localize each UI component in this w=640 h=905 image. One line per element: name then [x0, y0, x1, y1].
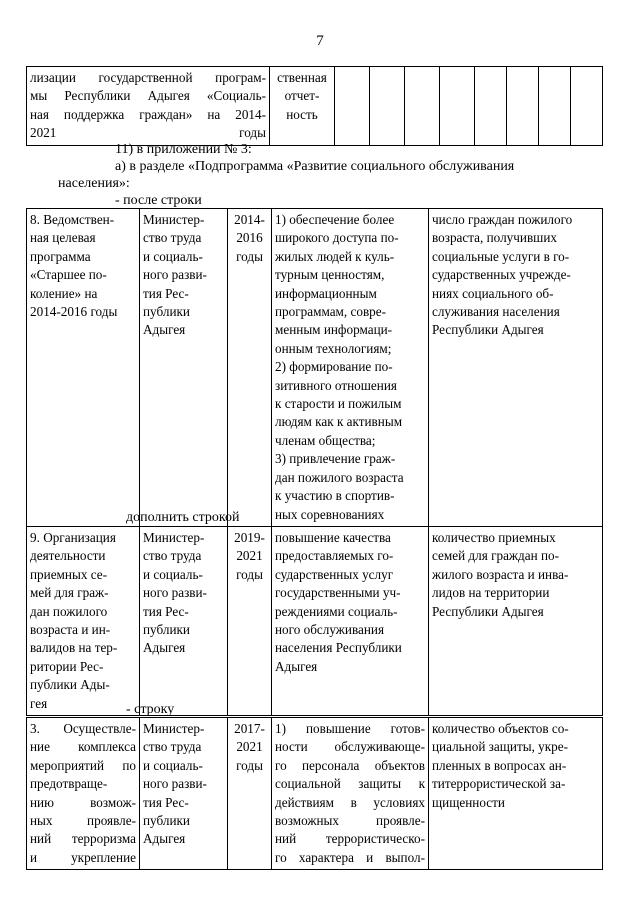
cell-text-line: и социаль-	[143, 566, 203, 582]
cell-text-line: тия Рес-	[143, 794, 189, 810]
cell-text-line: титеррористической за-	[432, 776, 566, 792]
cell-text-line: ство труда	[143, 230, 202, 246]
top-table-empty-cell	[539, 67, 571, 146]
cell-text-line: годы	[236, 566, 263, 582]
cell-text-line: возраста и ин-	[30, 622, 111, 638]
cell-text-line: 2017-	[234, 721, 265, 736]
cell-text-line: отчет-	[284, 88, 320, 104]
cell-text-line: Республики Адыгея	[432, 322, 544, 338]
cell-text-line: число граждан пожилого	[432, 212, 573, 227]
cell-text-line: 9. Организация	[30, 530, 116, 545]
after-row-label: - после строки	[115, 193, 202, 208]
cell-text-line: Министер-	[143, 530, 205, 545]
cell-text-line: тия Рес-	[143, 285, 189, 301]
table-row-8	[26, 208, 603, 527]
cell-text-line: го персонала объектов	[275, 757, 425, 773]
cell-text-line: ная целевая	[30, 230, 96, 246]
cell-text-line: мероприятий по	[30, 757, 136, 773]
cell-text-line: ство труда	[143, 739, 202, 755]
cell-text-line: ственная	[277, 70, 327, 85]
cell-text-line: 3. Осуществле-	[30, 721, 136, 736]
cell-text-line: сударственных услуг	[275, 566, 394, 582]
cell-text-line: зитивного отношения	[275, 377, 397, 393]
top-table-cell-program	[27, 67, 270, 146]
cell-executor	[140, 527, 228, 716]
cell-text-line: менным информаци-	[275, 322, 393, 338]
cell-text-line: ных соревнованиях	[275, 506, 385, 522]
cell-text-line: возраста, получивших	[432, 230, 557, 246]
cell-text-line: пленных в вопросах ан-	[432, 757, 567, 773]
cell-text-line: 2019-	[234, 530, 265, 545]
cell-text-line: Адыгея	[143, 322, 186, 338]
cell-text-line: деятельности	[30, 548, 106, 564]
cell-text-line: лизации государственной програм-	[30, 70, 266, 85]
subitem-a-line1: а) в разделе «Подпрограмма «Развитие социального обслуживания	[115, 159, 515, 174]
cell-result	[272, 209, 429, 527]
cell-executor	[140, 209, 228, 527]
table-row-3	[26, 717, 603, 870]
cell-text-line: предотвраще-	[30, 776, 108, 792]
cell-text-line: социальной защиты к	[275, 776, 425, 792]
cell-text-line: ний терроризма	[30, 831, 136, 847]
cell-result	[272, 527, 429, 716]
cell-indicator	[429, 718, 603, 870]
cell-text-line: публики Ады-	[30, 677, 110, 693]
cell-text-line: к участию в спортив-	[275, 488, 395, 504]
cell-text-line: тия Рес-	[143, 603, 189, 619]
cell-text-line: количество объектов со-	[432, 721, 569, 736]
cell-name	[27, 718, 140, 870]
cell-text-line: мы Республики Адыгея «Социаль-	[30, 88, 266, 104]
cell-text-line: Министер-	[143, 721, 205, 736]
cell-text-line: государственными уч-	[275, 585, 401, 601]
cell-text-line: жилого возраста и инва-	[432, 566, 569, 582]
cell-text-line: дан пожилого возраста	[275, 469, 404, 485]
cell-period	[228, 209, 272, 527]
cell-text-line: ная поддержка граждан» на 2014-	[30, 106, 266, 122]
table-row-9	[26, 526, 603, 716]
cell-result	[272, 718, 429, 870]
cell-text-line: 2021	[236, 548, 263, 564]
cell-text-line: семей для граждан по-	[432, 548, 560, 564]
page-number: 7	[316, 33, 324, 49]
cell-text-line: ство труда	[143, 548, 202, 564]
cell-text-line: турным ценностям,	[275, 267, 385, 283]
cell-text-line: ритории Рес-	[30, 658, 104, 674]
cell-executor	[140, 718, 228, 870]
cell-text-line: программам, совре-	[275, 304, 387, 320]
cell-text-line: социальные услуги в го-	[432, 248, 570, 264]
cell-text-line: возможных проявле-	[275, 813, 425, 829]
cell-text-line: ного разви-	[143, 267, 207, 283]
cell-text-line: населения Республики	[275, 640, 402, 656]
cell-text-line: количество приемных	[432, 530, 556, 545]
cell-text-line: 2) формирование по-	[275, 359, 393, 375]
cell-text-line: 2014-	[234, 212, 265, 227]
cell-text-line: повышение качества	[275, 530, 391, 545]
cell-text-line: «Старшее по-	[30, 267, 107, 283]
cell-text-line: членам общества;	[275, 432, 376, 448]
cell-text-line: 2021 годы	[30, 125, 266, 141]
cell-text-line: публики	[143, 304, 190, 320]
cell-text-line: приемных се-	[30, 566, 107, 582]
cell-text-line: публики	[143, 622, 190, 638]
cell-text-line: годы	[236, 757, 263, 773]
top-table-empty-cell	[370, 67, 405, 146]
top-table-empty-cell	[507, 67, 539, 146]
cell-indicator	[429, 527, 603, 716]
cell-text-line: информационным	[275, 285, 377, 301]
cell-text-line: гея	[30, 695, 48, 711]
cell-text-line: ние комплекса	[30, 739, 136, 755]
cell-text-line: онным технологиям;	[275, 340, 392, 356]
cell-text-line: Адыгея	[143, 640, 186, 656]
cell-text-line: го характера и выпол-	[275, 849, 425, 865]
cell-text-line: к старости и пожилым	[275, 396, 402, 412]
cell-text-line: 2014-2016 годы	[30, 304, 118, 320]
cell-text-line: валидов на тер-	[30, 640, 118, 656]
cell-text-line: служивания населения	[432, 304, 560, 320]
cell-text-line: 2016	[236, 230, 263, 246]
cell-text-line: широкого доступа по-	[275, 230, 399, 246]
cell-text-line: сударственных учрежде-	[432, 267, 571, 283]
cell-text-line: ний террористическо-	[275, 831, 425, 847]
cell-text-line: циальной защиты, укре-	[432, 739, 569, 755]
cell-text-line: и социаль-	[143, 248, 203, 264]
cell-text-line: годы	[236, 248, 263, 264]
cell-text-line: жилых людей к куль-	[275, 248, 395, 264]
cell-name	[27, 527, 140, 716]
cell-text-line: программа	[30, 248, 91, 264]
cell-text-line: ного обслуживания	[275, 622, 385, 638]
row-word-label: - строку	[126, 702, 175, 717]
cell-text-line: 3) привлечение граж-	[275, 451, 396, 467]
cell-text-line: Республики Адыгея	[432, 603, 544, 619]
cell-text-line: лидов на территории	[432, 585, 550, 601]
cell-text-line: щищенности	[432, 794, 505, 810]
cell-text-line: и социаль-	[143, 757, 203, 773]
subitem-a-line2: населения»:	[58, 176, 130, 191]
cell-text-line: нию возмож-	[30, 794, 136, 810]
add-row-label: дополнить строкой	[126, 510, 240, 525]
cell-text-line: 8. Ведомствен-	[30, 212, 115, 227]
cell-text-line: мей для граж-	[30, 585, 109, 601]
cell-text-line: Адыгея	[275, 658, 318, 674]
cell-name	[27, 209, 140, 527]
cell-text-line: ности обслуживающе-	[275, 739, 425, 755]
cell-text-line: коление» на	[30, 285, 98, 301]
cell-text-line: 2021	[236, 739, 263, 755]
top-table-empty-cell	[440, 67, 475, 146]
cell-text-line: ных проявле-	[30, 813, 136, 829]
top-table-empty-cell	[475, 67, 507, 146]
cell-indicator	[429, 209, 603, 527]
cell-text-line: Адыгея	[143, 831, 186, 847]
cell-text-line: действиям в условиях	[275, 794, 425, 810]
cell-text-line: 1) повышение готов-	[275, 721, 425, 736]
item-11: 11) в приложении № 3:	[115, 142, 252, 157]
cell-text-line: ность	[286, 106, 318, 122]
cell-text-line: 1) обеспечение более	[275, 212, 395, 227]
cell-text-line: реждениями социаль-	[275, 603, 398, 619]
cell-text-line: людям как к активным	[275, 414, 403, 430]
cell-text-line: Министер-	[143, 212, 205, 227]
cell-text-line: ного разви-	[143, 585, 207, 601]
top-table-empty-cell	[571, 67, 603, 146]
cell-text-line: предоставляемых го-	[275, 548, 394, 564]
top-table	[26, 66, 603, 146]
cell-period	[228, 527, 272, 716]
top-table-cell-report	[270, 67, 335, 146]
top-table-empty-cell	[405, 67, 440, 146]
cell-text-line: публики	[143, 813, 190, 829]
top-table-empty-cell	[335, 67, 370, 146]
cell-text-line: дан пожилого	[30, 603, 108, 619]
cell-text-line: ного разви-	[143, 776, 207, 792]
cell-text-line: и укрепление	[30, 849, 136, 865]
cell-text-line: ниях социального об-	[432, 285, 554, 301]
cell-period	[228, 718, 272, 870]
